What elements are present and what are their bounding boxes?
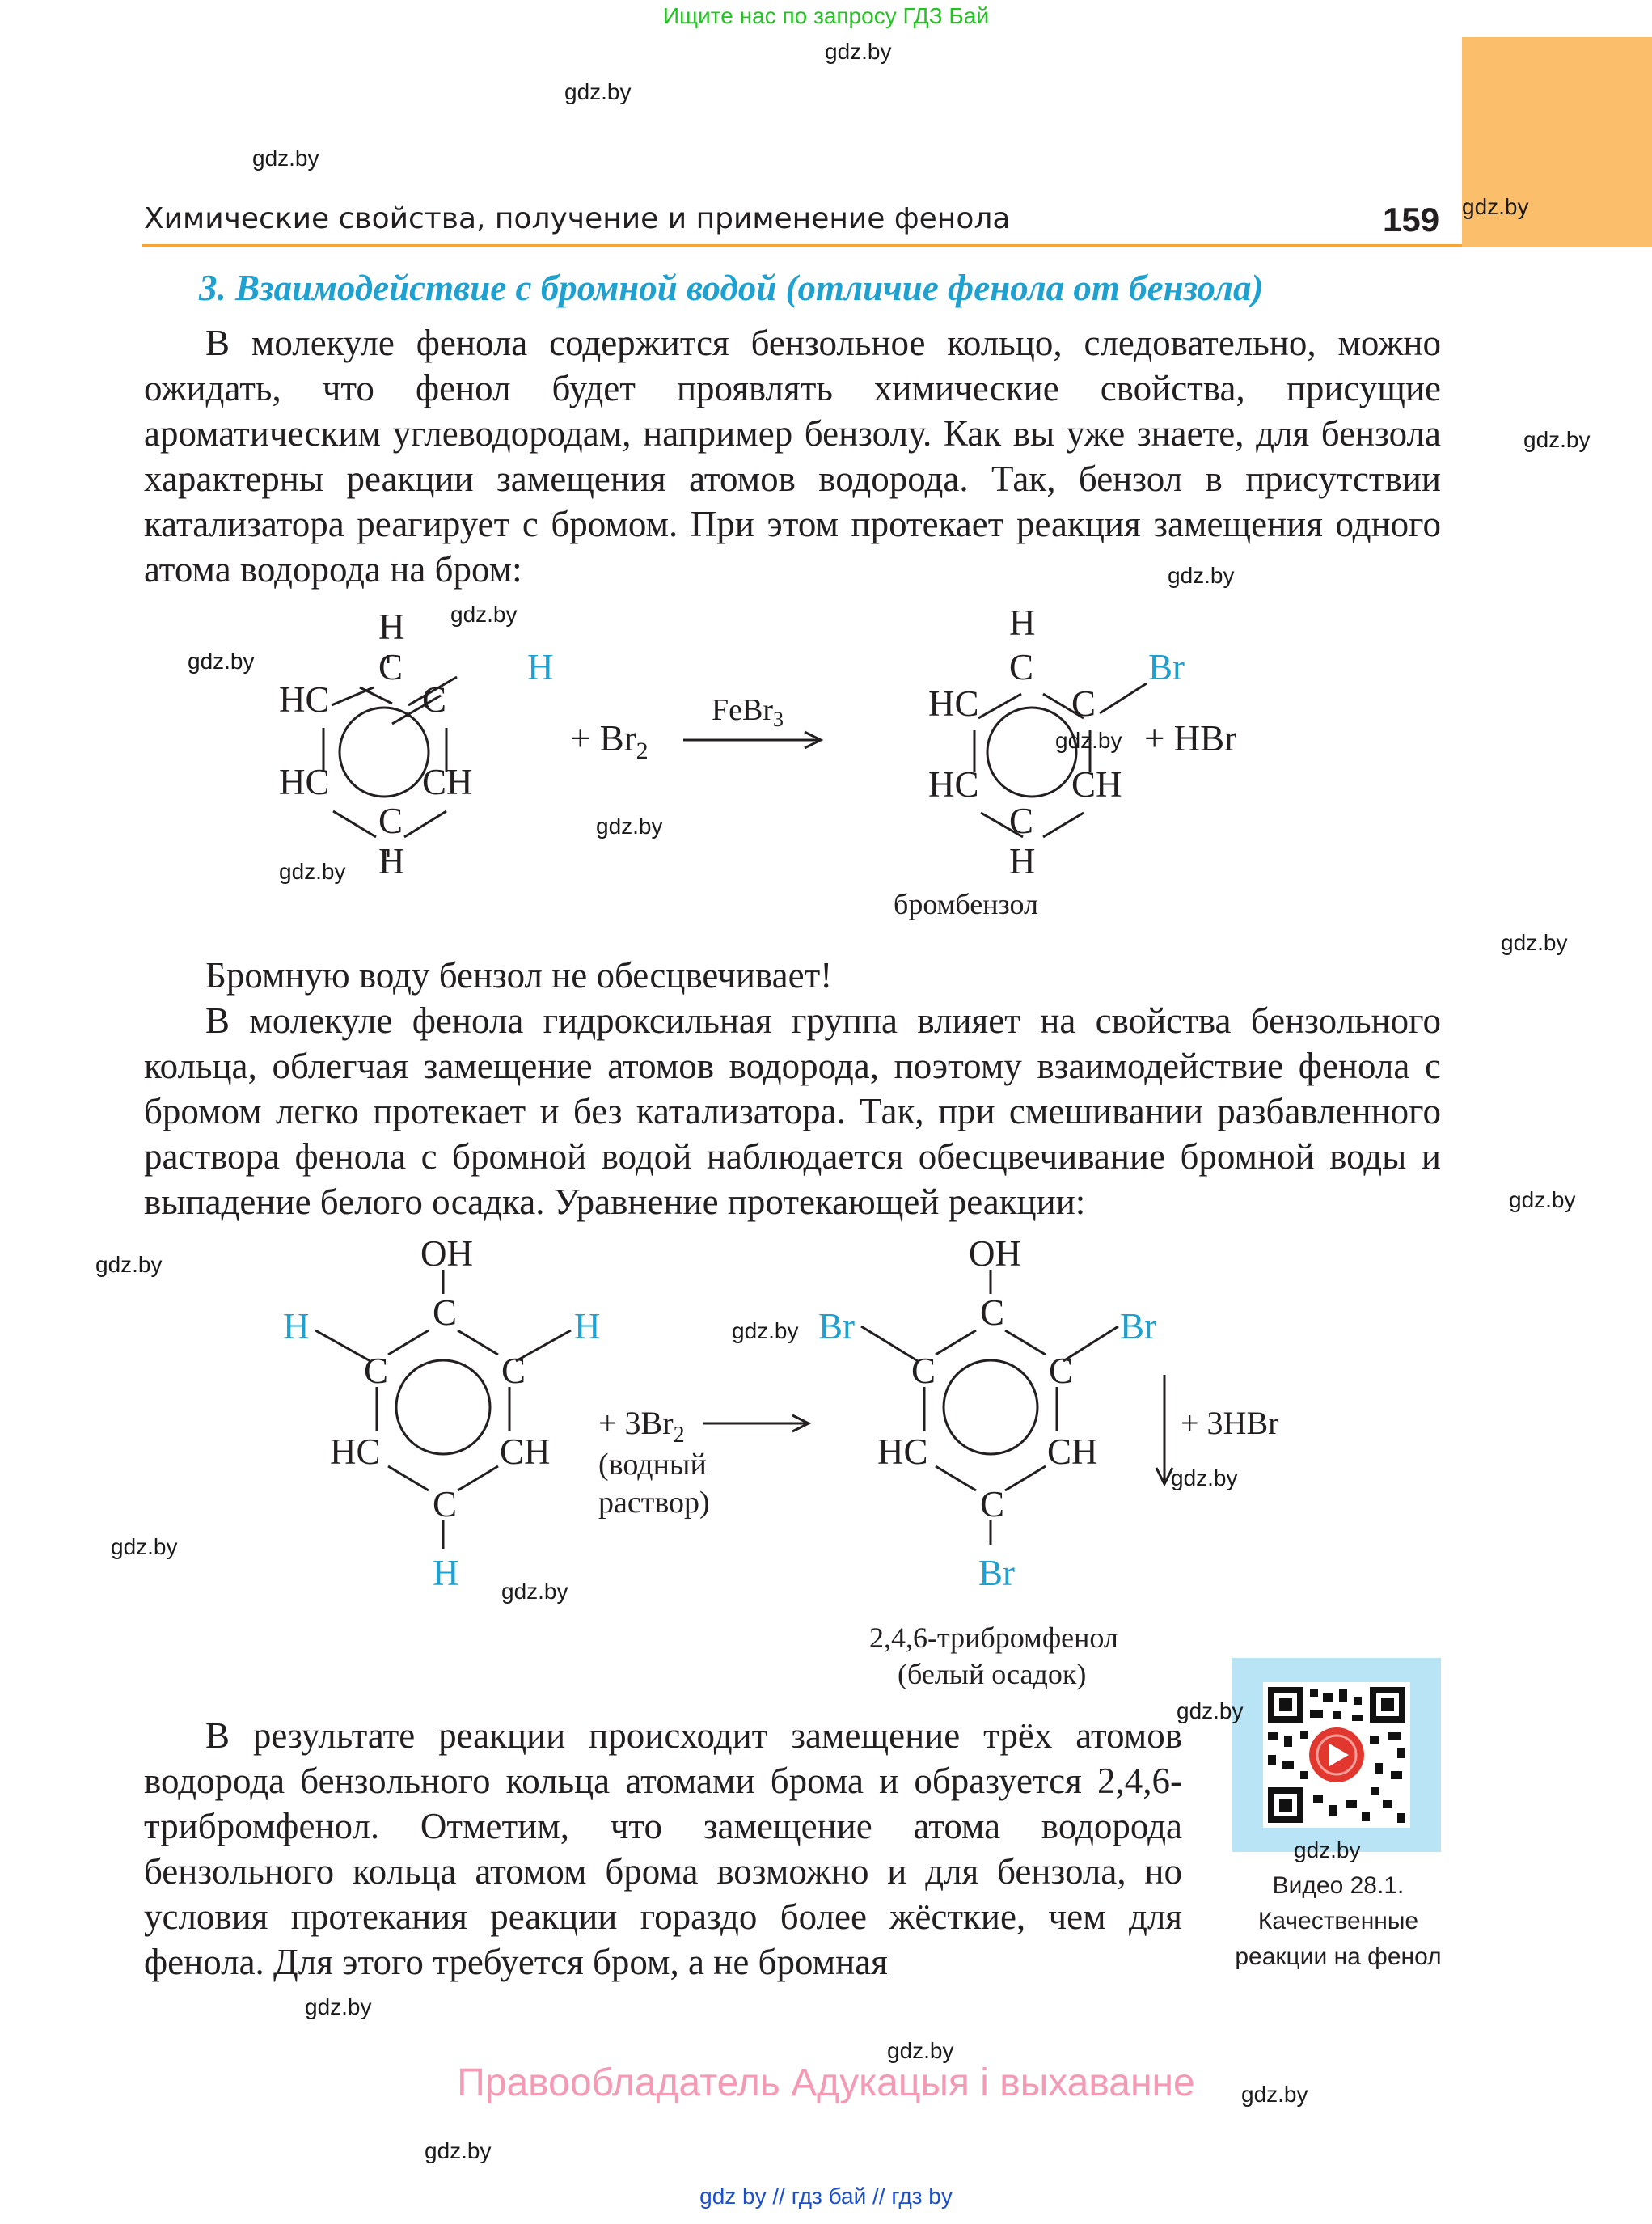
- tribromophenol-precipitate: (белый осадок): [898, 1658, 1087, 1690]
- section-title: 3. Взаимодействие с бромной водой (отличие фенола от бензола): [199, 268, 1264, 308]
- reaction2-plus-reagent: + 3Br: [598, 1405, 674, 1441]
- phenol-hc-left-bottom: HC: [330, 1431, 381, 1472]
- video-caption-line-1: Видео 28.1.: [1272, 1872, 1405, 1899]
- footer-links[interactable]: gdz by // гдз бай // гдз by: [699, 2184, 953, 2209]
- reaction2-reagent-sub: 2: [673, 1423, 685, 1448]
- product1-hc-left-bottom: HC: [928, 764, 979, 805]
- watermark: gdz.by: [1523, 427, 1591, 452]
- watermark: gdz.by: [1241, 2082, 1308, 2107]
- benzene-c-right-top: C: [422, 679, 447, 720]
- phenol-c-bottom: C: [433, 1484, 458, 1524]
- video-caption: [1213, 1868, 1464, 1975]
- watermark: gdz.by: [564, 79, 632, 104]
- watermark: gdz.by: [825, 39, 892, 64]
- watermark: gdz.by: [1055, 728, 1122, 753]
- watermark: gdz.by: [1462, 194, 1529, 219]
- reaction2-condition-1: (водный: [598, 1448, 707, 1482]
- copyright-notice: Правообладатель Адукацыя і выхаванне: [457, 2061, 1195, 2104]
- benzene-h-bottom: H: [378, 841, 405, 882]
- phenol-ch-right-bottom: CH: [500, 1431, 551, 1472]
- video-qr-code[interactable]: [1232, 1658, 1441, 1852]
- product1-hc-left-top: HC: [928, 683, 979, 724]
- paragraph-1: В молекуле фенола содержится бензольное кольцо, следовательно, можно ожидать, что фенол будет проявлять химические свойства, присущие ароматическим углеводородам, например бензолу. Как вы уже знаете, для бензола характерны реакции замещения атомов водорода. Так, бензол в присутствии катализатора реагирует с бромом. При этом протекает реакция замещения одного атома водорода на бром:: [144, 323, 1441, 590]
- benzene-hc-left-top: HC: [279, 679, 330, 720]
- video-caption-line-2: Качественные: [1257, 1908, 1419, 1934]
- svg-text:+ 3Br2: [598, 1405, 685, 1448]
- tribromophenol-c-bottom: C: [980, 1484, 1005, 1524]
- tribromophenol-hc-left-bottom: HC: [877, 1431, 928, 1472]
- svg-text:FeBr3: [712, 693, 784, 731]
- watermark: gdz.by: [1177, 1698, 1244, 1723]
- product1-c-right-top: C: [1071, 683, 1096, 724]
- watermark: gdz.by: [1501, 930, 1568, 955]
- product1-h-bottom: H: [1009, 841, 1036, 882]
- watermark: gdz.by: [732, 1318, 799, 1343]
- watermark: gdz.by: [1509, 1187, 1576, 1212]
- benzene-h-highlight: H: [527, 647, 554, 687]
- paragraph-2: Бромную воду бензол не обесцвечивает!: [205, 955, 833, 996]
- phenol-h-bottom: H: [433, 1553, 459, 1593]
- product1-br: Br: [1148, 647, 1185, 687]
- tribromophenol-c-right-top: C: [1049, 1351, 1074, 1391]
- tribromophenol-c-top: C: [980, 1292, 1005, 1333]
- reaction1-catalyst-sub: 3: [773, 708, 784, 731]
- tribromophenol-br-right: Br: [1120, 1306, 1156, 1347]
- watermark: gdz.by: [279, 859, 346, 884]
- qr-code-icon: [1232, 1658, 1441, 1852]
- reaction-phenol-bromination: [259, 1237, 1326, 1690]
- watermark: gdz.by: [111, 1534, 178, 1559]
- watermark: gdz.by: [252, 146, 319, 171]
- reaction2-condition-2: раствор): [598, 1486, 710, 1520]
- phenol-c-left-top: C: [364, 1351, 389, 1391]
- reaction1-reagent-sub: 2: [636, 738, 649, 764]
- tribromophenol-c-left-top: C: [911, 1351, 936, 1391]
- watermark: gdz.by: [1294, 1837, 1361, 1862]
- benzene-hc-left-bottom: HC: [279, 762, 330, 802]
- phenol-oh: OH: [420, 1237, 473, 1274]
- reaction1-plus-reagent: + Br: [570, 718, 636, 759]
- watermark: gdz.by: [1171, 1465, 1238, 1490]
- phenol-h-right: H: [574, 1306, 601, 1347]
- watermark: gdz.by: [501, 1579, 568, 1604]
- reaction-benzene-bromination: [162, 598, 1294, 938]
- product1-ch-right-bottom: CH: [1071, 764, 1122, 805]
- watermark: gdz.by: [1168, 563, 1235, 588]
- benzene-ch-right-bottom: CH: [422, 762, 473, 802]
- paragraph-4: В результате реакции происходит замещение трёх атомов водорода бензольного кольца атомами брома и образуется 2,4,6-трибромфенол. Отметим, что замещение атома водорода бензольного кольца атомом брома возможно и для бензола, но условия протекания реакции гораздо более жёсткие, чем для фенола. Для этого требуется бром, а не бромная: [144, 1715, 1182, 1982]
- video-caption-line-3: реакции на фенол: [1235, 1943, 1442, 1970]
- watermark: gdz.by: [425, 2138, 492, 2163]
- benzene-h-top: H: [378, 607, 405, 647]
- benzene-c-bottom: C: [378, 801, 403, 841]
- product1-name: бромбензол: [894, 888, 1038, 920]
- product1-h-top: H: [1009, 603, 1036, 643]
- watermark: gdz.by: [450, 602, 518, 627]
- reaction1-catalyst: FeBr: [712, 693, 773, 727]
- watermark: gdz.by: [305, 1994, 372, 2019]
- tribromophenol-name: 2,4,6-трибромфенол: [869, 1621, 1118, 1654]
- svg-text:+ Br2: [570, 718, 649, 764]
- watermark: gdz.by: [887, 2038, 954, 2063]
- benzene-c-top: C: [378, 647, 403, 687]
- watermark: gdz.by: [95, 1252, 163, 1277]
- tribromophenol-br-left: Br: [818, 1306, 855, 1347]
- product1-c-top: C: [1009, 647, 1034, 687]
- tribromophenol-ch-right-bottom: CH: [1047, 1431, 1098, 1472]
- product1-c-bottom: C: [1009, 801, 1034, 841]
- header-divider: [142, 244, 1462, 247]
- phenol-c-right-top: C: [501, 1351, 526, 1391]
- watermark: gdz.by: [188, 649, 255, 674]
- paragraph-3: В молекуле фенола гидроксильная группа влияет на свойства бензольного кольца, облегчая замещение атомов водорода, поэтому взаимодействие фенола с бромом легко протекает и без катализатора. Так, при смешивании разбавленного раствора фенола с бромной водой наблюдается обесцвечивание бромной воды и выпадение белого осадка. Уравнение протекающей реакции:: [144, 1000, 1441, 1222]
- phenol-c-top: C: [433, 1292, 458, 1333]
- reaction2-plus-product: + 3HBr: [1181, 1405, 1279, 1441]
- reaction1-plus-product: + HBr: [1144, 718, 1237, 759]
- watermark: gdz.by: [596, 814, 663, 839]
- page-header-title: Химические свойства, получение и применение фенола: [144, 202, 1011, 235]
- tribromophenol-oh: OH: [969, 1237, 1021, 1274]
- tribromophenol-br-bottom: Br: [978, 1553, 1015, 1593]
- phenol-h-left: H: [283, 1306, 310, 1347]
- top-banner: Ищите нас по запросу ГДЗ Бай: [662, 3, 990, 28]
- page-number: 159: [1383, 201, 1440, 239]
